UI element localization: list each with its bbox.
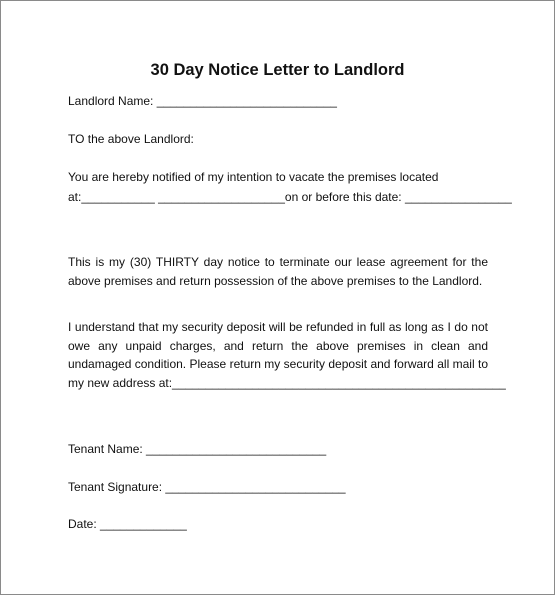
tenant-name-line: Tenant Name: ___________________________ (68, 442, 327, 456)
date-line: Date: _____________ (68, 517, 187, 531)
tenant-signature-line: Tenant Signature: ___________________________ (68, 480, 346, 494)
salutation: TO the above Landlord: (68, 132, 194, 146)
paragraph-line: owe any unpaid charges, and return the above premises in clean and (68, 339, 488, 353)
paragraph-line: You are hereby notified of my intention to vacate the premises located (68, 170, 439, 184)
document-title: 30 Day Notice Letter to Landlord (150, 61, 405, 79)
paragraph-line: my new address at:__________________________________________________ (68, 376, 506, 390)
paragraph-line: This is my (30) THIRTY day notice to terminate our lease agreement for the (68, 255, 488, 269)
paragraph-line: undamaged condition. Please return my security deposit and forward all mail to (68, 357, 488, 371)
paragraph-line: I understand that my security deposit will be refunded in full as long as I do not (68, 320, 488, 334)
landlord-name-line: Landlord Name: ___________________________ (68, 94, 337, 108)
paragraph-line: above premises and return possession of the above premises to the Landlord. (68, 274, 483, 288)
paragraph-line: at:___________ ___________________on or before this date: ________________ (68, 190, 512, 204)
